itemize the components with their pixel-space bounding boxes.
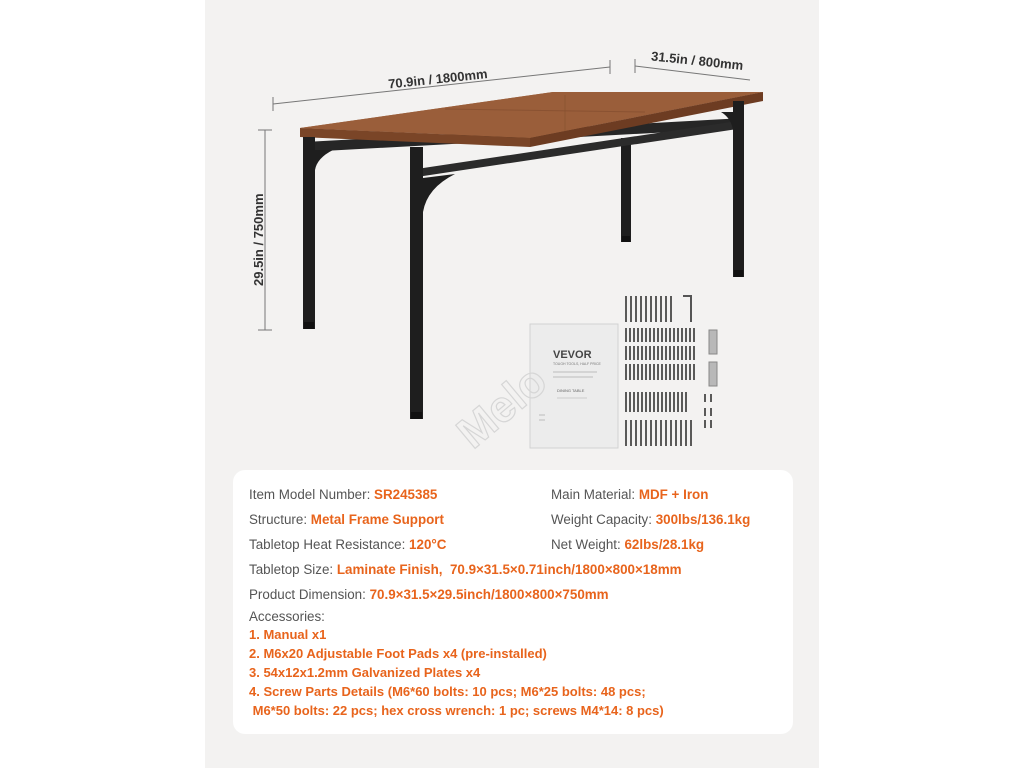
height-dimension-line <box>251 130 272 330</box>
accessory-item: 1. Manual x1 <box>249 627 327 642</box>
spec-structure-value: Metal Frame Support <box>310 512 444 527</box>
length-label: 70.9in / 1800mm <box>387 66 489 92</box>
specifications-card <box>233 470 793 734</box>
spec-capacity <box>551 512 750 527</box>
manual-tagline: TOUGH TOOLS, HALF PRICE <box>553 362 601 366</box>
spec-net-value: 62lbs/28.1kg <box>624 537 705 552</box>
spec-tabletop-size <box>249 562 682 577</box>
spec-heat <box>249 537 446 552</box>
spec-heat-label: Tabletop Heat Resistance: <box>249 537 406 552</box>
spec-heat-value: 120°C <box>409 537 447 552</box>
spec-material-label: Main Material: <box>551 487 636 502</box>
spec-model-label: Item Model Number: <box>249 487 371 502</box>
spec-net-label: Net Weight: <box>551 537 621 552</box>
spec-capacity-label: Weight Capacity: <box>551 512 652 527</box>
accessory-item: M6*50 bolts: 22 pcs; hex cross wrench: 1 pc; screws M4*14: 8 pcs) <box>249 703 664 718</box>
spec-capacity-value: 300lbs/136.1kg <box>655 512 751 527</box>
watermark: Melo <box>447 355 557 458</box>
accessory-item: 2. M6x20 Adjustable Foot Pads x4 (pre-installed) <box>249 646 547 661</box>
manual-brand: VEVOR <box>553 349 592 361</box>
spec-net-weight <box>551 537 704 552</box>
width-dimension-line <box>635 48 750 80</box>
spec-dim-value: 70.9×31.5×29.5inch/1800×800×750mm <box>369 587 609 602</box>
spec-material-value: MDF + Iron <box>638 487 709 502</box>
spec-model <box>249 487 437 502</box>
spec-product-dimension <box>249 587 609 602</box>
accessory-item: 4. Screw Parts Details (M6*60 bolts: 10 pcs; M6*25 bolts: 48 pcs; <box>249 684 646 699</box>
spec-size-value: Laminate Finish, 70.9×31.5×0.71inch/1800×800×18mm <box>336 562 682 577</box>
accessories-heading: Accessories: <box>249 609 325 624</box>
spec-material <box>551 487 708 502</box>
manual-title: DINING TABLE <box>557 388 585 393</box>
width-label: 31.5in / 800mm <box>650 48 745 73</box>
accessory-item: 3. 54x12x1.2mm Galvanized Plates x4 <box>249 665 481 680</box>
product-panel <box>205 0 819 768</box>
spec-structure <box>249 512 444 527</box>
spec-structure-label: Structure: <box>249 512 308 527</box>
hardware-kit-image <box>626 296 717 446</box>
spec-model-value: SR245385 <box>374 487 438 502</box>
spec-dim-label: Product Dimension: <box>249 587 366 602</box>
product-illustration <box>205 0 819 470</box>
height-label: 29.5in / 750mm <box>251 193 266 286</box>
spec-size-label: Tabletop Size: <box>249 562 334 577</box>
